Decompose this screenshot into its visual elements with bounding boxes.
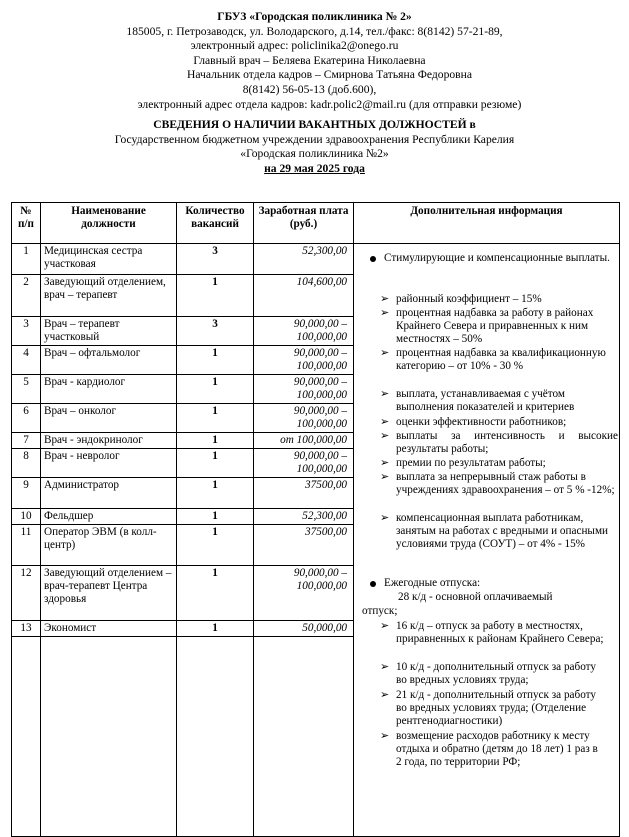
payment-text: выплата за непрерывный стаж работы в учреждениях здравоохранения – от 5 % -12%; bbox=[396, 471, 615, 497]
payment-text: процентная надбавка за работу в районах Крайнего Севера и приравненных к ним местностях – 50% bbox=[396, 307, 594, 346]
payment-text: районный коэффициент – 15% bbox=[396, 293, 542, 305]
row-num: 12 bbox=[12, 566, 41, 621]
row-salary: 90,000,00 – 100,000,00 bbox=[254, 566, 354, 621]
arrow-bullet-icon: ➢ bbox=[380, 661, 390, 673]
payment-item bbox=[380, 347, 606, 373]
row-salary: 50,000,00 bbox=[254, 621, 354, 637]
leave-text: 10 к/д - дополнительный отпуск за работу во вредных условиях труда; bbox=[396, 661, 596, 687]
title-line-3: «Городская поликлиника №2» bbox=[240, 147, 389, 161]
title-line-1: СВЕДЕНИЯ О НАЛИЧИИ ВАКАНТНЫХ ДОЛЖНОСТЕЙ в bbox=[153, 118, 476, 131]
additional-info-cell bbox=[354, 244, 620, 837]
row-num: 6 bbox=[12, 404, 41, 433]
row-count: 1 bbox=[177, 478, 254, 509]
row-num: 13 bbox=[12, 621, 41, 637]
row-salary: 90,000,00 – 100,000,00 bbox=[254, 404, 354, 433]
payment-text: оценки эффективности работников; bbox=[396, 416, 567, 428]
header-salary: Заработная плата (руб.) bbox=[254, 203, 354, 244]
payment-text: процентная надбавка за квалификационную категорию – от 10% - 30 % bbox=[396, 347, 606, 373]
leave-basic: 28 к/д - основной оплачиваемый bbox=[398, 591, 553, 603]
leave-basic-cont: отпуск; bbox=[362, 605, 398, 617]
row-position: Врач - кардиолог bbox=[41, 375, 177, 404]
row-count: 1 bbox=[177, 509, 254, 525]
document-title bbox=[0, 118, 629, 176]
row-num: 3 bbox=[12, 317, 41, 346]
payment-text: выплаты за интенсивность и высокие результаты работы; bbox=[396, 430, 618, 456]
payments-heading bbox=[384, 252, 620, 265]
org-address: 185005, г. Петрозаводск, ул. Володарского, д.14, тел./факс: 8(8142) 57-21-89, bbox=[126, 24, 503, 38]
row-count: 1 bbox=[177, 433, 254, 449]
row-count: 1 bbox=[177, 375, 254, 404]
payment-item bbox=[380, 430, 618, 456]
arrow-bullet-icon: ➢ bbox=[380, 347, 390, 359]
payment-item bbox=[380, 307, 618, 347]
empty-cell bbox=[41, 637, 177, 837]
row-count: 1 bbox=[177, 449, 254, 478]
leave-text: 16 к/д – отпуск за работу в местностях, приравненных к районам Крайнего Севера; bbox=[396, 620, 604, 646]
row-position: Администратор bbox=[41, 478, 177, 509]
row-num: 11 bbox=[12, 525, 41, 566]
chief-doctor: Главный врач – Беляева Екатерина Николаевна bbox=[193, 53, 426, 67]
arrow-bullet-icon: ➢ bbox=[380, 388, 390, 400]
row-position: Оператор ЭВМ (в колл-центр) bbox=[41, 525, 177, 566]
row-salary: 90,000,00 – 100,000,00 bbox=[254, 449, 354, 478]
payment-item bbox=[380, 416, 618, 429]
empty-cell bbox=[254, 637, 354, 837]
header-num: № п/п bbox=[12, 203, 41, 244]
row-count: 1 bbox=[177, 525, 254, 566]
row-salary: 90,000,00 – 100,000,00 bbox=[254, 375, 354, 404]
row-num: 8 bbox=[12, 449, 41, 478]
payment-text: премии по результатам работы; bbox=[396, 457, 546, 469]
payment-item bbox=[380, 471, 618, 497]
row-salary: 90,000,00 – 100,000,00 bbox=[254, 317, 354, 346]
hr-head: Начальник отдела кадров – Смирнова Татьяна Федоровна bbox=[186, 68, 473, 82]
table-row bbox=[12, 244, 620, 275]
row-salary: 52,300,00 bbox=[254, 244, 354, 275]
row-salary: 104,600,00 bbox=[254, 275, 354, 317]
row-position: Врач - невролог bbox=[41, 449, 177, 478]
row-count: 1 bbox=[177, 275, 254, 317]
row-position: Фельдшер bbox=[41, 509, 177, 525]
hr-phone: 8(8142) 56-05-13 (доб.600), bbox=[242, 82, 377, 96]
row-salary: 90,000,00 – 100,000,00 bbox=[254, 346, 354, 375]
row-position: Экономист bbox=[41, 621, 177, 637]
row-num: 2 bbox=[12, 275, 41, 317]
arrow-bullet-icon: ➢ bbox=[380, 512, 390, 524]
leave-heading bbox=[384, 577, 620, 590]
row-num: 4 bbox=[12, 346, 41, 375]
payment-item bbox=[380, 512, 618, 552]
row-position: Медицинская сестра участковая bbox=[41, 244, 177, 275]
payment-text: выплата, устанавливаемая с учётом выполнения показателей и критериев bbox=[396, 388, 575, 414]
arrow-bullet-icon: ➢ bbox=[380, 689, 390, 701]
payment-item bbox=[380, 293, 616, 306]
row-position: Врач – онколог bbox=[41, 404, 177, 433]
leave-text: 21 к/д - дополнительный отпуск за работу во вредных условиях труда; (Отделение рентгенодиагностики) bbox=[396, 689, 596, 728]
row-salary: 37500,00 bbox=[254, 525, 354, 566]
title-line-2: Государственном бюджетном учреждении здравоохранения Республики Карелия bbox=[114, 132, 515, 146]
row-salary: 52,300,00 bbox=[254, 509, 354, 525]
arrow-bullet-icon: ➢ bbox=[380, 307, 390, 319]
row-position: Врач - эндокринолог bbox=[41, 433, 177, 449]
arrow-bullet-icon: ➢ bbox=[380, 416, 390, 428]
header-position: Наименование должности bbox=[41, 203, 177, 244]
payment-item bbox=[380, 388, 618, 414]
payment-item bbox=[380, 457, 618, 470]
empty-cell bbox=[177, 637, 254, 837]
row-position: Заведующий отделением – врач-терапевт Центра здоровья bbox=[41, 566, 177, 621]
org-email: электронный адрес: policlinika2@onego.ru bbox=[190, 39, 399, 53]
leave-item bbox=[380, 620, 618, 646]
leave-text: возмещение расходов работнику к месту отдыха и обратно (детям до 18 лет) 1 раз в 2 года, по территории РФ; bbox=[396, 730, 598, 769]
row-salary: от 100,000,00 bbox=[254, 433, 354, 449]
empty-cell bbox=[12, 637, 41, 837]
table-header-row bbox=[12, 203, 620, 244]
row-num: 1 bbox=[12, 244, 41, 275]
row-position: Врач – терапевт участковый bbox=[41, 317, 177, 346]
leave-title: Ежегодные отпуска: bbox=[384, 577, 481, 589]
arrow-bullet-icon: ➢ bbox=[380, 471, 390, 483]
hr-email: электронный адрес отдела кадров: kadr.polic2@mail.ru (для отправки резюме) bbox=[137, 97, 522, 111]
org-header bbox=[0, 10, 629, 112]
vacancies-table bbox=[11, 202, 620, 837]
row-count: 1 bbox=[177, 566, 254, 621]
payments-title: Стимулирующие и компенсационные выплаты. bbox=[384, 252, 610, 264]
arrow-bullet-icon: ➢ bbox=[380, 620, 390, 632]
arrow-bullet-icon: ➢ bbox=[380, 457, 390, 469]
row-count: 3 bbox=[177, 244, 254, 275]
row-count: 1 bbox=[177, 346, 254, 375]
leave-item bbox=[380, 689, 606, 729]
row-position: Врач – офтальмолог bbox=[41, 346, 177, 375]
title-date: на 29 мая 2025 года bbox=[264, 161, 365, 175]
bullet-dot-icon bbox=[370, 581, 376, 587]
row-position: Заведующий отделением, врач – терапевт bbox=[41, 275, 177, 317]
row-num: 10 bbox=[12, 509, 41, 525]
arrow-bullet-icon: ➢ bbox=[380, 730, 390, 742]
row-num: 9 bbox=[12, 478, 41, 509]
header-info: Дополнительная информация bbox=[354, 203, 620, 244]
row-count: 1 bbox=[177, 404, 254, 433]
bullet-dot-icon bbox=[370, 256, 376, 262]
payment-text: компенсационная выплата работникам, занятым на работах с вредными и опасными условиями труда (СОУТ) – от 4% - 15% bbox=[396, 512, 609, 551]
arrow-bullet-icon: ➢ bbox=[380, 430, 390, 442]
header-count: Количество вакансий bbox=[177, 203, 254, 244]
org-name: ГБУЗ «Городская поликлиника № 2» bbox=[217, 10, 412, 23]
row-salary: 37500,00 bbox=[254, 478, 354, 509]
leave-item bbox=[380, 730, 606, 770]
row-count: 1 bbox=[177, 621, 254, 637]
row-num: 5 bbox=[12, 375, 41, 404]
arrow-bullet-icon: ➢ bbox=[380, 293, 390, 305]
row-count: 3 bbox=[177, 317, 254, 346]
row-num: 7 bbox=[12, 433, 41, 449]
leave-item bbox=[380, 661, 606, 687]
